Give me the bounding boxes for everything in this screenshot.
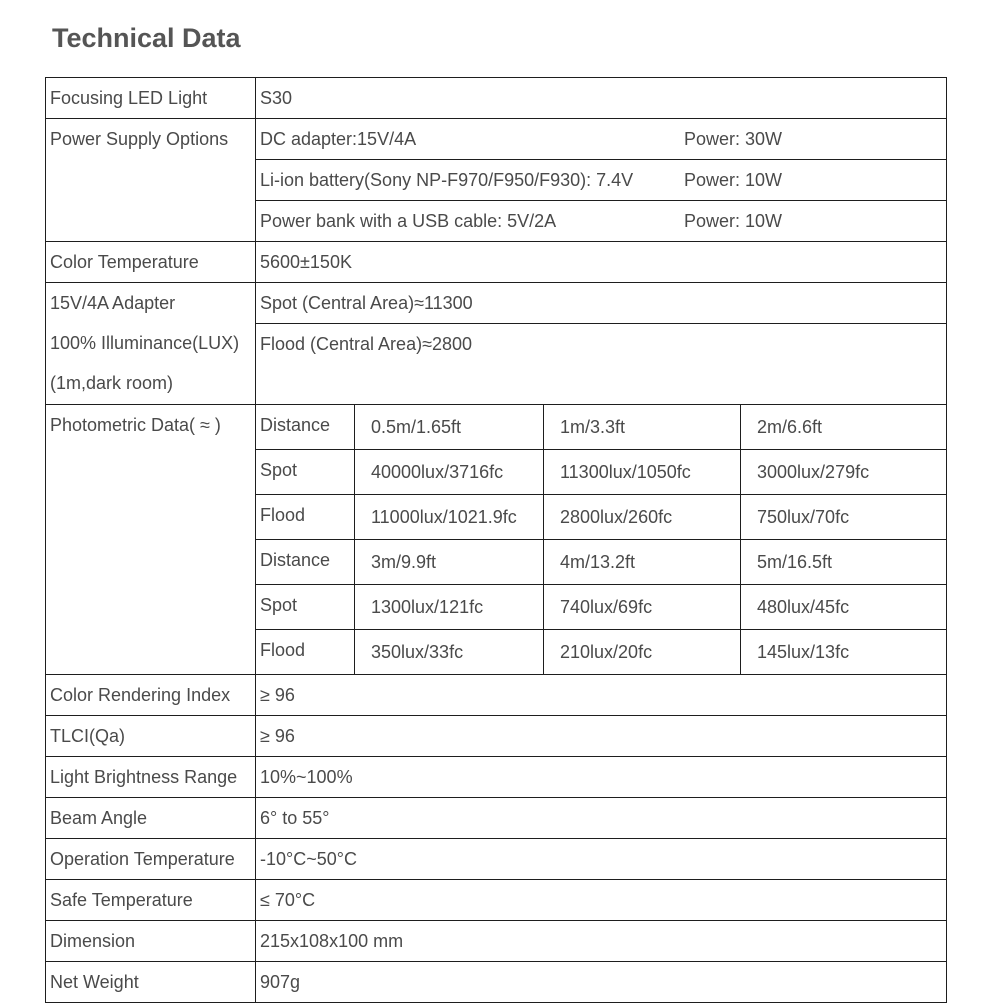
illuminance-label-line: 15V/4A Adapter (50, 293, 176, 313)
photometric-row (256, 630, 946, 675)
photometric-value: 2m/6.6ft (741, 405, 947, 450)
photometric-value: 1300lux/121fc (355, 585, 544, 630)
spec-row-safe-temperature (46, 880, 947, 921)
illuminance-label-line: 100% Illuminance(LUX) (50, 333, 240, 353)
spec-label: Focusing LED Light (46, 78, 256, 119)
spec-label: Dimension (46, 921, 256, 962)
photometric-value: 350lux/33fc (355, 630, 544, 675)
power-rating: Power: 10W (684, 170, 783, 190)
spec-row-brightness (46, 757, 947, 798)
illuminance-flood: Flood (Central Area)≈2800 (256, 324, 947, 405)
spec-value: 10%~100% (256, 757, 947, 798)
power-option (256, 201, 947, 242)
photometric-key: Distance (256, 540, 355, 585)
photometric-value: 145lux/13fc (741, 630, 947, 675)
power-source: Power bank with a USB cable: 5V/2A (260, 211, 557, 231)
photometric-value: 11000lux/1021.9fc (355, 495, 544, 540)
page-title: Technical Data (52, 23, 241, 53)
power-option (256, 119, 947, 160)
spec-row-operation-temperature (46, 839, 947, 880)
photometric-value: 40000lux/3716fc (355, 450, 544, 495)
photometric-row (256, 405, 946, 450)
spec-row-power (46, 119, 947, 160)
photometric-row (256, 450, 946, 495)
photometric-value: 3m/9.9ft (355, 540, 544, 585)
spec-row-photometric (46, 405, 947, 675)
photometric-row (256, 585, 946, 630)
spec-label: Safe Temperature (46, 880, 256, 921)
spec-label: Net Weight (46, 962, 256, 1003)
spec-row-model (46, 78, 947, 119)
photometric-row (256, 495, 946, 540)
spec-row-beam-angle (46, 798, 947, 839)
photometric-key: Spot (256, 585, 355, 630)
photometric-value: 2800lux/260fc (544, 495, 741, 540)
photometric-value: 480lux/45fc (741, 585, 947, 630)
photometric-value: 210lux/20fc (544, 630, 741, 675)
photometric-value: 11300lux/1050fc (544, 450, 741, 495)
illuminance-label-line: (1m,dark room) (50, 373, 174, 393)
photometric-value: 0.5m/1.65ft (355, 405, 544, 450)
photometric-value: 5m/16.5ft (741, 540, 947, 585)
spec-row-tlci (46, 716, 947, 757)
spec-value: -10°C~50°C (256, 839, 947, 880)
spec-value: ≥ 96 (256, 716, 947, 757)
photometric-table (256, 405, 946, 674)
spec-row-dimension (46, 921, 947, 962)
power-source: DC adapter:15V/4A (260, 129, 417, 149)
spec-value: ≤ 70°C (256, 880, 947, 921)
spec-row-cri (46, 675, 947, 716)
spec-label: Beam Angle (46, 798, 256, 839)
spec-row-net-weight (46, 962, 947, 1003)
spec-value: 907g (256, 962, 947, 1003)
spec-label: Color Rendering Index (46, 675, 256, 716)
spec-value: S30 (256, 78, 947, 119)
photometric-key: Spot (256, 450, 355, 495)
photometric-value: 750lux/70fc (741, 495, 947, 540)
illuminance-spot: Spot (Central Area)≈11300 (256, 283, 947, 324)
power-rating: Power: 10W (684, 211, 783, 231)
photometric-value: 740lux/69fc (544, 585, 741, 630)
power-option (256, 160, 947, 201)
photometric-key: Flood (256, 495, 355, 540)
photometric-cell (256, 405, 947, 675)
spec-label: Operation Temperature (46, 839, 256, 880)
spec-label: Power Supply Options (46, 119, 256, 242)
spec-value: ≥ 96 (256, 675, 947, 716)
photometric-key: Distance (256, 405, 355, 450)
spec-value: 215x108x100 mm (256, 921, 947, 962)
spec-value: 6° to 55° (256, 798, 947, 839)
spec-row-illuminance (46, 283, 947, 324)
photometric-key: Flood (256, 630, 355, 675)
spec-label: TLCI(Qa) (46, 716, 256, 757)
spec-row-color-temperature (46, 242, 947, 283)
photometric-row (256, 540, 946, 585)
spec-label (46, 283, 256, 405)
power-rating: Power: 30W (684, 129, 783, 149)
photometric-value: 1m/3.3ft (544, 405, 741, 450)
photometric-value: 4m/13.2ft (544, 540, 741, 585)
photometric-value: 3000lux/279fc (741, 450, 947, 495)
power-source: Li-ion battery(Sony NP-F970/F950/F930): 7.4V (260, 170, 634, 190)
spec-value: 5600±150K (256, 242, 947, 283)
technical-data-table (45, 77, 947, 1003)
spec-label: Color Temperature (46, 242, 256, 283)
spec-label: Light Brightness Range (46, 757, 256, 798)
spec-label: Photometric Data( ≈ ) (46, 405, 256, 675)
